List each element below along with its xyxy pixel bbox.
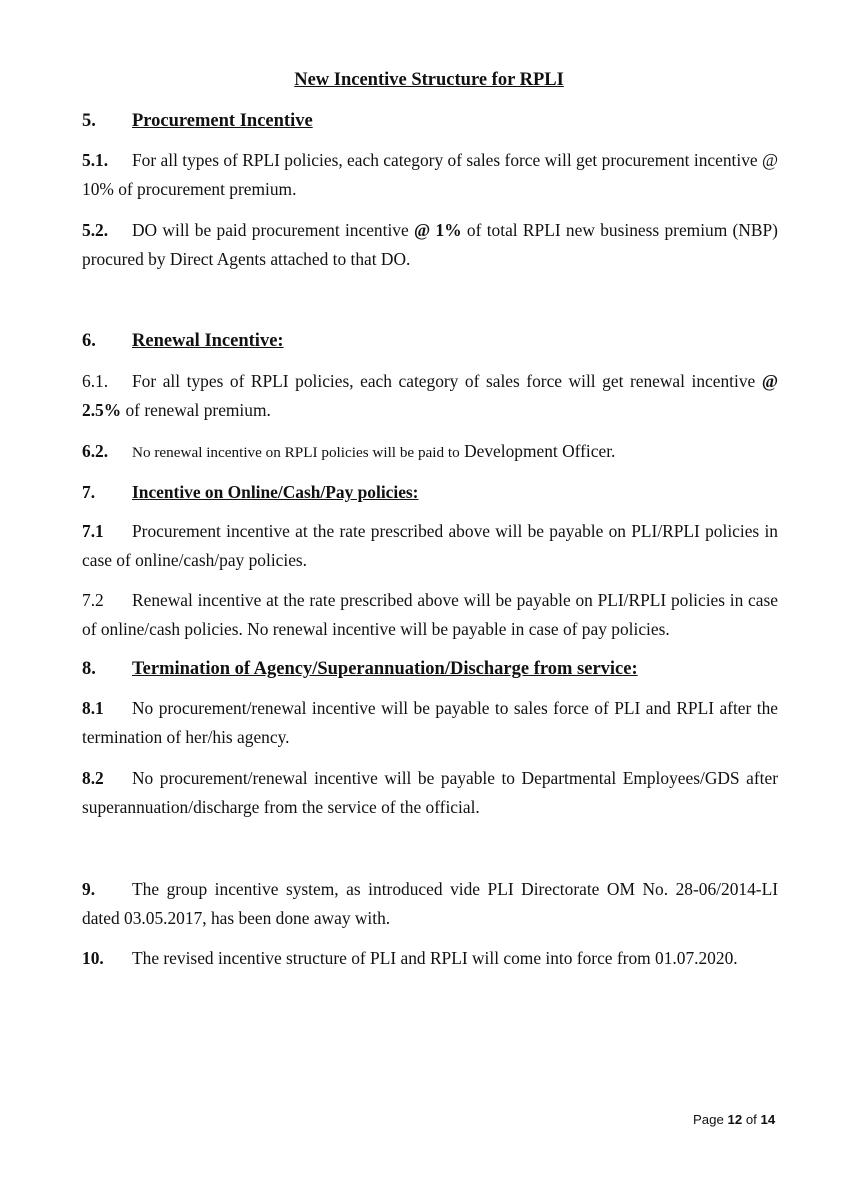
paragraph-text: Renewal incentive at the rate prescribed above will be payable on PLI/RPLI policies in case of online/cash policies. No renewal incentive will be payable in case of pay policies. (82, 590, 778, 639)
section-number: 7. (82, 482, 96, 502)
paragraph-6-1 (82, 367, 778, 425)
paragraph-text: No procurement/renewal incentive will be payable to Departmental Employees/GDS after superannuation/discharge from the service of the official. (82, 768, 778, 817)
section-8-heading (82, 655, 778, 684)
section-title: Procurement Incentive (132, 111, 313, 131)
paragraph-number: 8.1 (82, 698, 104, 718)
page-current: 12 (727, 1112, 743, 1127)
section-5-heading (82, 107, 778, 136)
paragraph-text-cont: Development Officer. (459, 441, 616, 461)
page-total: 14 (760, 1112, 776, 1127)
paragraph-text-cont: of renewal premium. (121, 400, 271, 420)
paragraph-10 (82, 944, 778, 973)
section-title: Renewal Incentive: (132, 331, 284, 351)
paragraph-number: 5.2. (82, 220, 109, 240)
paragraph-number: 9. (82, 879, 96, 899)
paragraph-8-1 (82, 694, 778, 752)
paragraph-bold-rate: @ 1% (414, 220, 462, 240)
document-title: New Incentive Structure for RPLI (294, 70, 564, 90)
page-of-label: of (745, 1112, 757, 1127)
paragraph-8-2 (82, 764, 778, 822)
paragraph-7-2 (82, 586, 778, 644)
paragraph-text: No renewal incentive on RPLI policies will be paid to (132, 444, 460, 461)
paragraph-number: 7.1 (82, 521, 104, 541)
section-number: 8. (82, 659, 96, 679)
section-6-heading (82, 327, 778, 356)
paragraph-text: For all types of RPLI policies, each category of sales force will get renewal incentive (132, 371, 762, 391)
paragraph-5-1 (82, 146, 778, 204)
page-label: Page (693, 1112, 724, 1127)
page-number-footer (693, 1111, 775, 1129)
paragraph-number: 6.1. (82, 371, 109, 391)
paragraph-text: The group incentive system, as introduced vide PLI Directorate OM No. 28-06/2014-LI dated 03.05.2017, has been done away with. (82, 879, 778, 928)
paragraph-5-2 (82, 216, 778, 274)
paragraph-number: 10. (82, 948, 104, 968)
paragraph-bold-at: @ (761, 371, 778, 391)
section-title: Termination of Agency/Superannuation/Discharge from service: (132, 659, 638, 679)
paragraph-text: The revised incentive structure of PLI and RPLI will come into force from 01.07.2020. (132, 948, 738, 968)
section-number: 6. (82, 331, 96, 351)
paragraph-text-cont: of total RPLI new business premium (NBP) procured by Direct Agents attached to that DO. (82, 220, 778, 269)
paragraph-text: Procurement incentive at the rate prescribed above will be payable on PLI/RPLI policies in case of online/cash/pay policies. (82, 521, 778, 570)
paragraph-7-1 (82, 517, 778, 575)
paragraph-text: For all types of RPLI policies, each category of sales force will get procurement incentive @ 10% of procurement premium. (82, 150, 778, 199)
paragraph-9 (82, 875, 778, 933)
paragraph-number: 5.1. (82, 150, 109, 170)
paragraph-6-2 (82, 437, 778, 467)
section-7-heading (82, 478, 778, 507)
paragraph-number: 8.2 (82, 768, 104, 788)
section-title: Incentive on Online/Cash/Pay policies: (132, 482, 419, 502)
paragraph-number: 7.2 (82, 590, 104, 610)
paragraph-number: 6.2. (82, 441, 109, 461)
section-number: 5. (82, 111, 96, 131)
paragraph-text: No procurement/renewal incentive will be payable to sales force of PLI and RPLI after the termination of her/his agency. (82, 698, 778, 747)
paragraph-bold-rate: 2.5% (82, 400, 122, 420)
paragraph-text: DO will be paid procurement incentive (132, 220, 415, 240)
